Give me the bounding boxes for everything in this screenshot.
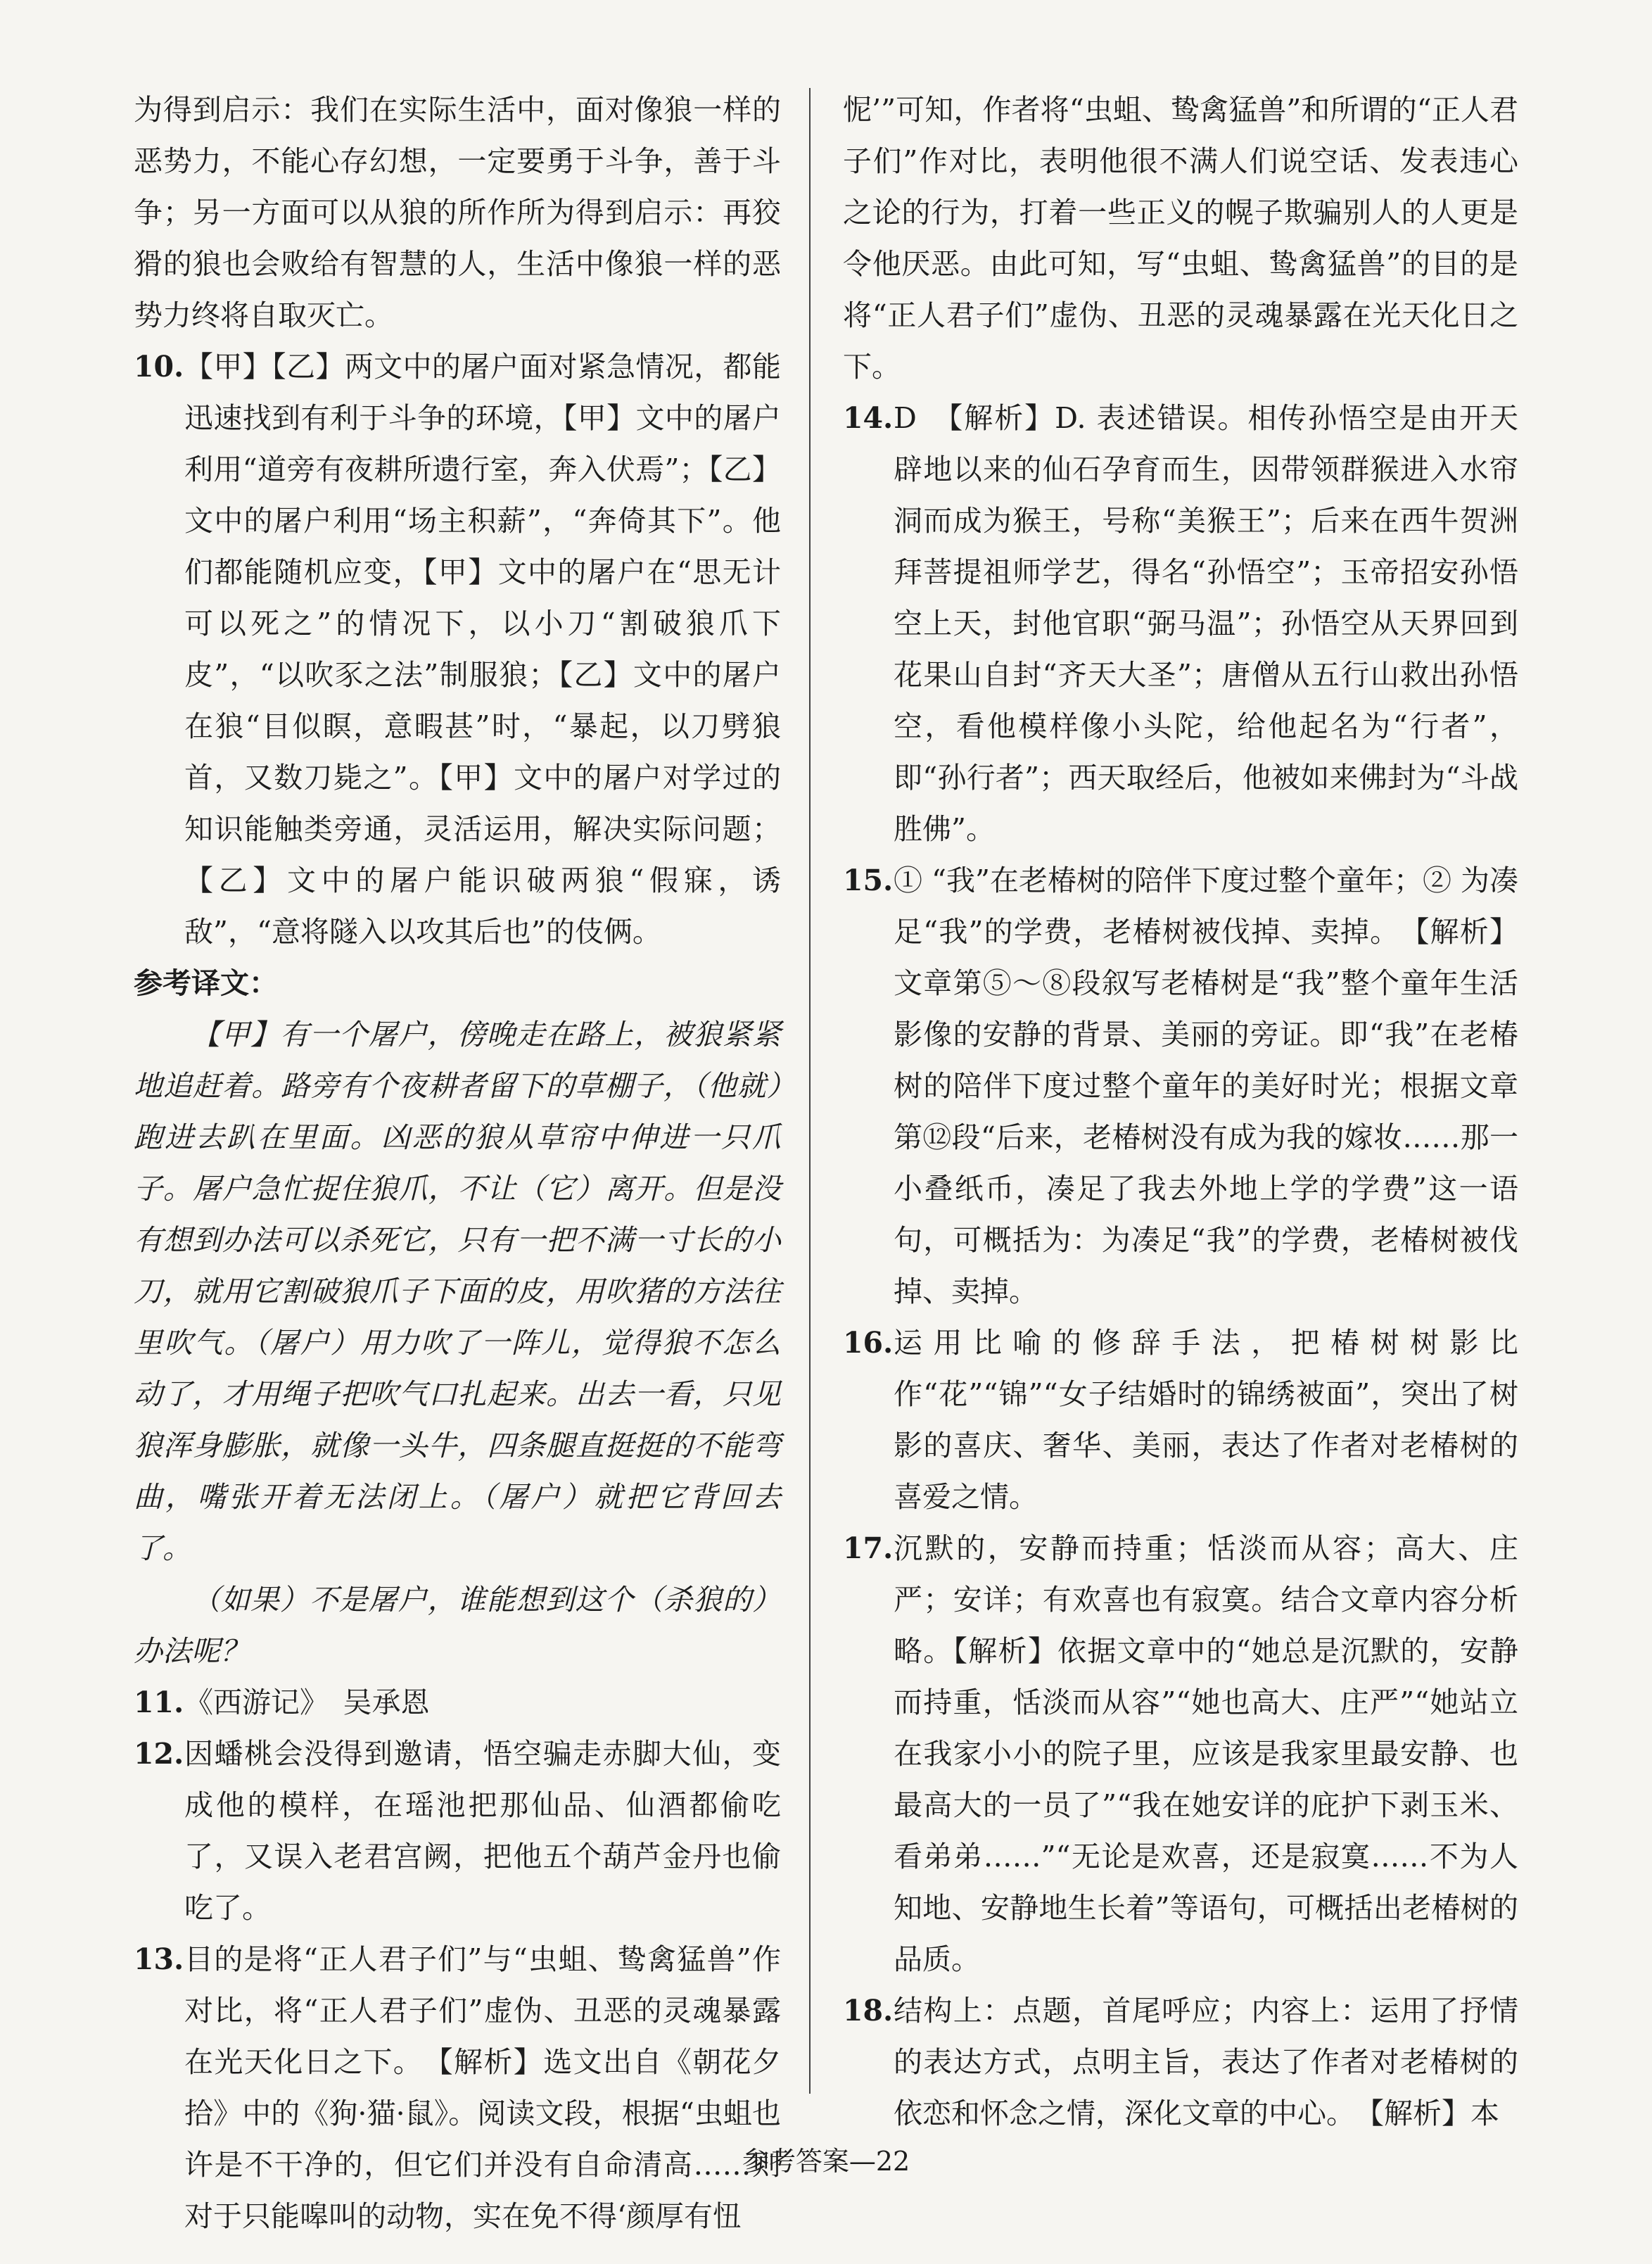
column-divider [809,88,811,2094]
answer-11 [134,1677,781,1728]
answer-17 [843,1523,1518,1985]
question-number: 18. [843,1994,894,2028]
left-column [134,84,781,2242]
answer-15 [843,855,1518,1317]
question-number: 13. [134,1942,184,1976]
question-number: 10. [134,350,184,384]
answer-text: 目的是将“正人君子们”与“虫蛆、鸷禽猛兽”作对比，将“正人君子们”虚伪、丑恶的灵魂暴露在光天化日之下。 【解析】选文出自《朝花夕拾》中的《狗·猫·鼠》。阅读文段，根据“虫蛆也许是不干净的，但它们并没有自命清高……则对于只能嗥叫的动物，实在免不得‘颜厚有忸 [184,1942,781,2233]
question-number: 12. [134,1737,184,1771]
continued-answer-9: 为得到启示：我们在实际生活中，面对像狼一样的恶势力，不能心存幻想，一定要勇于斗争，善于斗争；另一方面可以从狼的所作所为得到启示：再狡猾的狼也会败给有智慧的人，生活中像狼一样的恶势力终将自取灭亡。 [134,93,781,332]
answer-text: 运用比喻的修辞手法，把椿树树影比作“花”“锦”“女子结婚时的锦绣被面”，突出了树影的喜庆、奢华、美丽，表达了作者对老椿树的喜爱之情。 [894,1326,1518,1514]
question-number: 17. [843,1531,894,1565]
reference-translation-title: 参考译文： [134,966,278,1000]
answer-text: 《西游记》 吴承恩 [184,1686,430,1719]
question-number: 15. [843,864,894,897]
answer-10 [134,341,781,958]
continued-answer-13: 怩’”可知，作者将“虫蛆、鸷禽猛兽”和所谓的“正人君子们”作对比，表明他很不满人们说空话、发表违心之论的行为，打着一些正义的幌子欺骗别人的人更是令他厌恶。由此可知，写“虫蛆、鸷禽猛兽”的目的是将“正人君子们”虚伪、丑恶的灵魂暴露在光天化日之下。 [843,93,1518,384]
answer-16 [843,1317,1518,1523]
answer-text: 沉默的，安静而持重；恬淡而从容；高大、庄严；安详；有欢喜也有寂寞。结合文章内容分析略。【解析】依据文章中的“她总是沉默的，安静而持重，恬淡而从容”“她也高大、庄严”“她站立在我家小小的院子里，应该是我家里最安静、也最高大的一员了”“我在她安详的庇护下剥玉米、看弟弟……”“无论是欢喜，还是寂寞……不为人知地、安静地生长着”等语句，可概括出老椿树的品质。 [894,1531,1518,1976]
question-number: 14. [843,401,894,435]
answer-text: ① “我”在老椿树的陪伴下度过整个童年；② 为凑足“我”的学费，老椿树被伐掉、卖掉。 【解析】文章第⑤～⑧段叙写老椿树是“我”整个童年生活影像的安静的背景、美丽的旁证。即“我”在老椿树的陪伴下度过整个童年的美好时光；根据文章第⑫段“后来，老椿树没有成为我的嫁妆……那一小叠纸币，凑足了我去外地上学的学费”这一语句，可概括为：为凑足“我”的学费，老椿树被伐掉、卖掉。 [894,864,1518,1308]
question-number: 11. [134,1686,184,1719]
answer-text: 结构上：点题，首尾呼应；内容上：运用了抒情的表达方式，点明主旨，表达了作者对老椿树的依恋和怀念之情，深化文章的中心。 【解析】本 [894,1994,1518,2130]
question-number: 16. [843,1326,894,1360]
page-footer: 参考答案—22 [742,2146,910,2177]
answer-text: 因蟠桃会没得到邀请，悟空骗走赤脚大仙，变成他的模样，在瑶池把那仙品、仙酒都偷吃了，又误入老君宫阙，把他五个葫芦金丹也偷吃了。 [184,1737,781,1925]
right-column [843,84,1518,2139]
answer-text: 【甲】【乙】两文中的屠户面对紧急情况，都能迅速找到有利于斗争的环境，【甲】文中的屠户利用“道旁有夜耕所遗行室，奔入伏焉”；【乙】文中的屠户利用“场主积薪”，“奔倚其下”。他们都能随机应变，【甲】文中的屠户在“思无计可以死之”的情况下，以小刀“割破狼爪下皮”，“以吹豕之法”制服狼；【乙】文中的屠户在狼“目似瞑，意暇甚”时，“暴起，以刀劈狼首，又数刀毙之”。【甲】文中的屠户对学过的知识能触类旁通，灵活运用，解决实际问题；【乙】文中的屠户能识破两狼“假寐，诱敌”，“意将隧入以攻其后也”的伎俩。 [184,350,781,949]
answer-18 [843,1985,1518,2139]
translation-paragraph: 【甲】有一个屠户，傍晚走在路上，被狼紧紧地追赶着。路旁有个夜耕者留下的草棚子，（他就）跑进去趴在里面。凶恶的狼从草帘中伸进一只爪子。屠户急忙捉住狼爪，不让（它）离开。但是没有想到办法可以杀死它，只有一把不满一寸长的小刀，就用它割破狼爪子下面的皮，用吹猪的方法往里吹气。（屠户）用力吹了一阵儿，觉得狼不怎么动了，才用绳子把吹气口扎起来。出去一看，只见狼浑身膨胀，就像一头牛，四条腿直挺挺的不能弯曲，嘴张开着无法闭上。（屠户）就把它背回去了。 [134,1018,781,1565]
answer-14 [843,393,1518,855]
translation-paragraph: （如果）不是屠户，谁能想到这个（杀狼的）办法呢？ [134,1583,781,1668]
answer-12 [134,1728,781,1934]
answer-text: D 【解析】D. 表述错误。相传孙悟空是由开天辟地以来的仙石孕育而生，因带领群猴进入水帘洞而成为猴王，号称“美猴王”；后来在西牛贺洲拜菩提祖师学艺，得名“孙悟空”；玉帝招安孙悟空上天，封他官职“弼马温”；孙悟空从天界回到花果山自封“齐天大圣”；唐僧从五行山救出孙悟空，看他模样像小头陀，给他起名为“行者”，即“孙行者”；西天取经后，他被如来佛封为“斗战胜佛”。 [894,401,1518,846]
answer-13 [134,1934,781,2242]
